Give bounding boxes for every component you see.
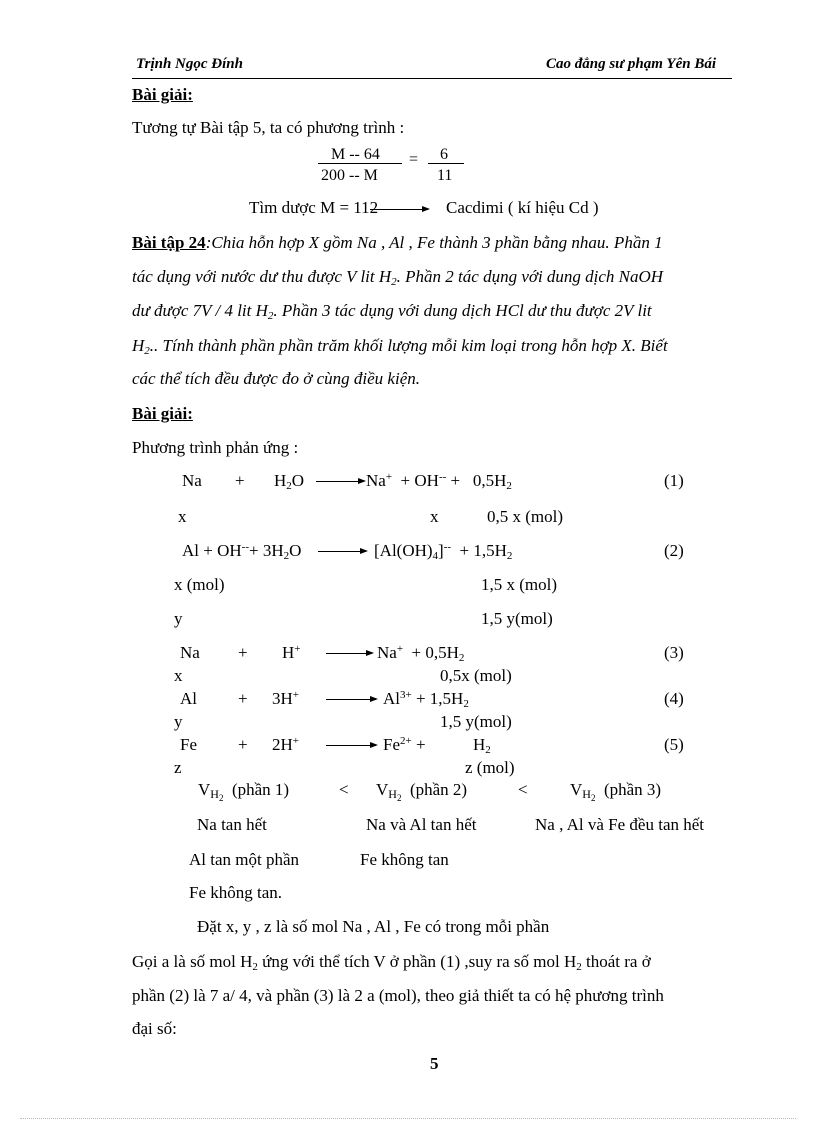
exercise-line-2: tác dụng với nước dư thu được V lit $H_2$. Phần 2 tác dụng với dung dịch NaOH	[132, 267, 664, 288]
eq3-mol-x: x	[174, 666, 183, 685]
page-bottom-border	[20, 1118, 796, 1119]
eq5-h: 2H+	[272, 735, 299, 754]
conclusion-line-1: Đặt x, y , z là số mol Na , Al , Fe có trong mỗi phần	[197, 917, 550, 936]
eq2-mol-x: x (mol)	[174, 575, 225, 594]
eq3-number: (3)	[664, 643, 684, 662]
eq1-mol-x: x	[178, 507, 187, 526]
status-all-tan-het: Na , Al và Fe đều tan hết	[535, 815, 705, 834]
eq2-mol-h2-y: 1,5 y(mol)	[481, 609, 553, 628]
eq2-number: (2)	[664, 541, 684, 560]
eq3-plus: +	[238, 643, 248, 662]
fraction-2-numerator: 6	[440, 146, 448, 163]
eq1-number: (1)	[664, 471, 684, 490]
page-number: 5	[430, 1054, 439, 1073]
eq2-products: $[Al(OH)_4]^{--} + 1,5H_2$	[374, 541, 513, 562]
compare-v2: $V_{H_2}$ (phần 2)	[376, 780, 468, 803]
fraction-1-bar	[318, 163, 402, 164]
arrow-icon	[370, 209, 428, 210]
eq4-mol-y: y	[174, 712, 183, 731]
eq5-plus: +	[238, 735, 248, 754]
equals-sign: =	[409, 151, 419, 168]
eq1-mol-h2: 0,5 x (mol)	[487, 507, 564, 526]
compare-v1: $V_{H_2}$ (phần 1)	[198, 780, 290, 803]
header-author: Trịnh Ngọc Đính	[136, 56, 243, 72]
conclusion-line-2: Gọi a là số mol $H_2$ ứng với thể tích V ở phần (1) ,suy ra số mol $H_2$ thoát ra ở	[132, 952, 651, 973]
eq4-products: $Al^{3+} + 1,5H_2$	[383, 689, 469, 710]
eq1-reactant-na: Na	[182, 471, 202, 490]
result-right: Cacdimi ( kí hiệu Cd )	[446, 198, 599, 217]
eq1-mol-x2: x	[430, 507, 439, 526]
solution-intro-1: Tương tự Bài tập 5, ta có phương trình :	[132, 118, 405, 137]
eq3-na: Na	[180, 643, 200, 662]
header-school: Cao đẳng sư phạm Yên Bái	[546, 56, 716, 72]
eq2-mol-h2-x: 1,5 x (mol)	[481, 575, 558, 594]
eq4-plus: +	[238, 689, 248, 708]
status-fe-khong-tan-2: Fe không tan	[360, 850, 449, 869]
fraction-2-bar	[428, 163, 464, 164]
exercise-line-5: các thể tích đều được đo ở cùng điều kiện.	[132, 369, 420, 388]
solution-title-1: Bài giải:	[132, 85, 193, 104]
compare-lt-1: <	[339, 780, 349, 799]
result-left: Tìm dược M = 112	[249, 198, 379, 217]
eq2-arrow-icon	[318, 551, 366, 552]
eq5-mol-z: z	[174, 758, 182, 777]
eq1-arrow-icon	[316, 481, 364, 482]
exercise-line-4: $H_2$.. Tính thành phần phần trăm khối lượng mỗi kim loại trong hỗn hợp X. Biết	[132, 336, 668, 357]
status-na-al-tan-het: Na và Al tan hết	[366, 815, 477, 834]
eq3-products: $Na^+ + 0,5H_2$	[377, 643, 465, 664]
fraction-2-denominator: 11	[437, 167, 453, 184]
eq3-mol-h2: 0,5x (mol)	[440, 666, 512, 685]
eq3-arrow-icon	[326, 653, 372, 654]
status-fe-khong-tan-1: Fe không tan.	[189, 883, 283, 902]
eq2-mol-y: y	[174, 609, 183, 628]
eq4-h: 3H+	[272, 689, 299, 708]
eq1-water: $H_2O$	[274, 471, 305, 492]
eq1-plus: +	[235, 471, 245, 490]
eq2-reactants: $Al + OH^{--}+ 3H_2O$	[182, 541, 302, 562]
solution-intro-2: Phương trình phản ứng :	[132, 438, 299, 457]
fraction-1-numerator: M -- 64	[331, 146, 380, 163]
eq4-mol-h2: 1,5 y(mol)	[440, 712, 512, 731]
header-rule	[132, 78, 732, 79]
exercise-line-3: dư được 7V / 4 lit $H_2$. Phần 3 tác dụng với dung dịch HCl dư thu được 2V lit	[132, 301, 652, 322]
eq4-arrow-icon	[326, 699, 376, 700]
eq3-h: H+	[282, 643, 301, 662]
status-na-tan-het: Na tan hết	[197, 815, 267, 834]
exercise-title: Bài tập 24	[132, 233, 206, 252]
status-al-tan-mot-phan: Al tan một phần	[189, 850, 300, 869]
fraction-1-denominator: 200 -- M	[321, 167, 378, 184]
conclusion-line-4: đại số:	[132, 1019, 177, 1038]
compare-lt-2: <	[518, 780, 528, 799]
compare-v3: $V_{H_2}$ (phần 3)	[570, 780, 662, 803]
eq1-products: Na+ + OH-- + $0,5H_2$	[366, 471, 512, 492]
eq5-h2: $H_2$	[473, 735, 491, 756]
eq5-mol-h2: z (mol)	[465, 758, 515, 777]
eq5-number: (5)	[664, 735, 684, 754]
eq4-number: (4)	[664, 689, 684, 708]
eq5-arrow-icon	[326, 745, 376, 746]
solution-title-2: Bài giải:	[132, 404, 193, 423]
conclusion-line-3: phần (2) là 7 a/ 4, và phần (3) là 2 a (mol), theo giả thiết ta có hệ phương trình	[132, 986, 664, 1005]
eq4-al: Al	[180, 689, 197, 708]
eq5-products: $Fe^{2+}$ +	[383, 735, 426, 754]
eq5-fe: Fe	[180, 735, 197, 754]
exercise-line-1: :Chia hỗn hợp X gồm Na , Al , Fe thành 3 phần bằng nhau. Phần 1	[205, 233, 663, 252]
